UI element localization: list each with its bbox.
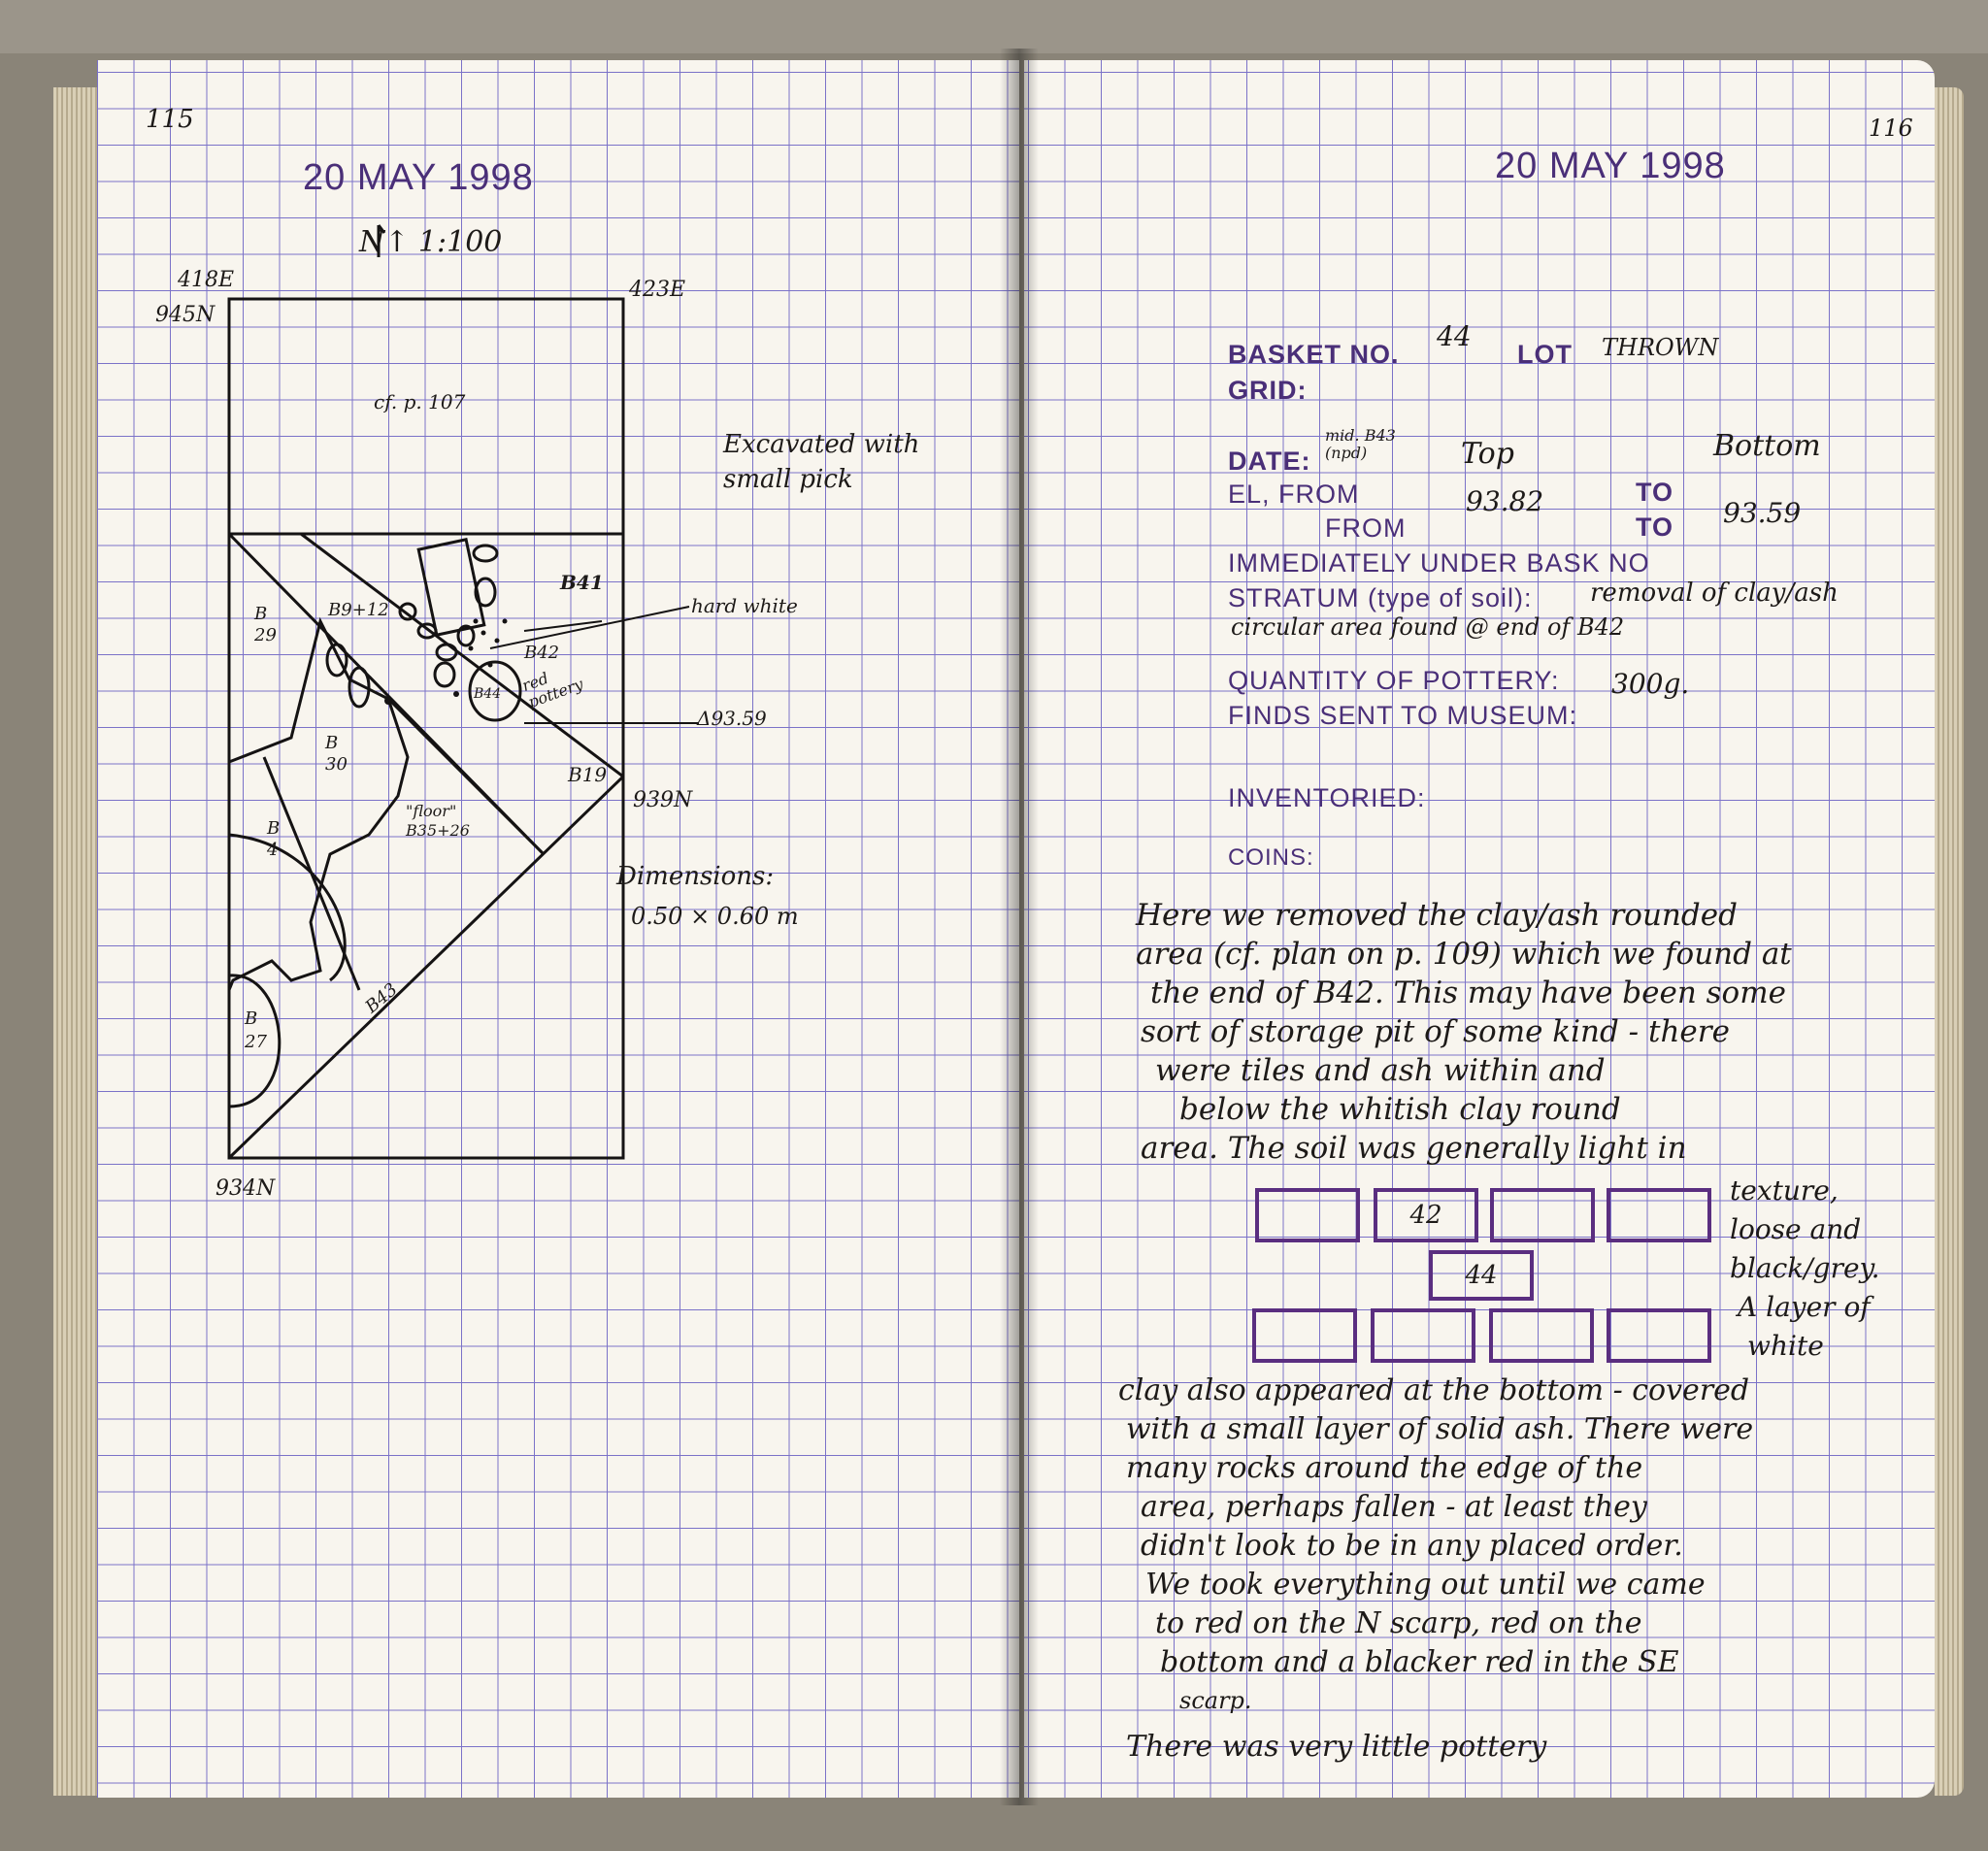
museum-label: FINDS SENT TO MUSEUM: xyxy=(1228,701,1578,730)
coord-mid-north: 939N xyxy=(633,788,693,812)
grid-box-r1c1 xyxy=(1255,1188,1360,1242)
label-elevation: Δ93.59 xyxy=(697,707,767,730)
north-arrow-scale: N↑ 1:100 xyxy=(359,225,503,259)
el-from-label: EL, FROM xyxy=(1228,479,1360,509)
trench-outline xyxy=(229,299,623,1158)
basket-value: 44 xyxy=(1437,320,1472,352)
note-line-4: sort of storage pit of some kind - there xyxy=(1141,1014,1730,1049)
coord-ne-east: 423E xyxy=(629,278,686,302)
note2-line-8: bottom and a blacker red in the SE xyxy=(1160,1645,1679,1679)
coord-nw-east: 418E xyxy=(178,268,235,292)
label-floor: "floor" B35+26 xyxy=(406,802,470,840)
grid-box-r3c1 xyxy=(1252,1308,1357,1363)
note2-line-1: clay also appeared at the bottom - covered xyxy=(1118,1373,1750,1407)
date-stamp-left: 20 MAY 1998 xyxy=(303,157,534,198)
grid-box-r3c4 xyxy=(1607,1308,1711,1363)
side-note-5: white xyxy=(1747,1330,1824,1362)
label-cf-page: cf. p. 107 xyxy=(374,390,466,413)
side-note-4: A layer of xyxy=(1738,1291,1871,1323)
label-b29: B 29 xyxy=(254,604,277,645)
dimensions-label: Dimensions: xyxy=(616,862,775,891)
dimensions-value: 0.50 × 0.60 m xyxy=(631,903,799,930)
from-label-2: FROM xyxy=(1325,513,1407,543)
side-note-2: loose and xyxy=(1730,1213,1862,1245)
stone-3 xyxy=(474,545,497,561)
label-b9-12: B9+12 xyxy=(328,600,389,620)
note-line-6: below the whitish clay round xyxy=(1179,1092,1621,1127)
pottery-value: 300g. xyxy=(1611,668,1690,700)
grid-box-44 xyxy=(1429,1250,1534,1301)
note-line-5: were tiles and ash within and xyxy=(1155,1053,1606,1088)
note2-line-10: There was very little pottery xyxy=(1126,1730,1547,1764)
stratum-label: STRATUM (type of soil): xyxy=(1228,583,1533,612)
label-b44: B44 xyxy=(474,686,502,702)
to-label-1: TO xyxy=(1636,478,1674,507)
basket-label: BASKET NO. xyxy=(1228,340,1400,369)
date-label: DATE: xyxy=(1228,446,1311,476)
lot-label: LOT xyxy=(1517,340,1573,369)
stone-9 xyxy=(435,663,454,686)
label-b30: B 30 xyxy=(325,733,348,775)
lot-value: THROWN xyxy=(1602,334,1719,361)
to-label-2: TO xyxy=(1636,512,1674,542)
el-to-value: 93.59 xyxy=(1723,497,1802,529)
grid-box-r3c3 xyxy=(1489,1308,1594,1363)
note-excavated: Excavated with small pick xyxy=(723,430,920,494)
note2-line-7: to red on the N scarp, red on the xyxy=(1155,1606,1642,1640)
stratum-value-2: circular area found @ end of B42 xyxy=(1231,613,1625,641)
grid-box-r1c4 xyxy=(1607,1188,1711,1242)
page-number-left: 115 xyxy=(146,105,194,134)
pottery-label: QUANTITY OF POTTERY: xyxy=(1228,666,1560,695)
stone-7 xyxy=(437,645,456,660)
grid-box-42-label: 42 xyxy=(1409,1201,1442,1230)
coins-label: COINS: xyxy=(1228,844,1314,871)
leader-hard-white xyxy=(490,607,689,648)
coord-nw-north: 945N xyxy=(155,303,215,327)
grid-box-44-label: 44 xyxy=(1465,1261,1498,1290)
note2-line-9: scarp. xyxy=(1179,1687,1252,1714)
label-b42: B42 xyxy=(524,643,560,663)
note-line-1: Here we removed the clay/ash rounded xyxy=(1136,898,1738,933)
note2-line-4: area, perhaps fallen - at least they xyxy=(1141,1490,1647,1524)
note2-line-5: didn't look to be in any placed order. xyxy=(1141,1529,1683,1563)
grid-box-r1c3 xyxy=(1490,1188,1595,1242)
stratum-value: removal of clay/ash xyxy=(1590,578,1839,608)
note-line-7: area. The soil was generally light in xyxy=(1141,1131,1687,1166)
label-hard-white: hard white xyxy=(691,594,798,617)
label-b19: B19 xyxy=(568,763,608,786)
b4-curve xyxy=(229,835,345,980)
page-number-right: 116 xyxy=(1869,115,1913,142)
el-from-value: 93.82 xyxy=(1466,485,1544,517)
top-label: Top xyxy=(1461,437,1514,471)
note2-line-3: many rocks around the edge of the xyxy=(1126,1451,1643,1485)
grid-label: GRID: xyxy=(1228,376,1308,405)
coord-sw-north: 934N xyxy=(215,1176,276,1201)
label-b43: B43 xyxy=(361,978,402,1018)
grid-box-42 xyxy=(1374,1188,1478,1242)
note-line-3: the end of B42. This may have been some xyxy=(1150,975,1786,1010)
grid-box-r3c2 xyxy=(1371,1308,1475,1363)
side-note-3: black/grey. xyxy=(1730,1252,1880,1284)
label-red-pottery: red pottery xyxy=(519,668,586,711)
stone-1 xyxy=(327,645,347,676)
feature-boundary xyxy=(229,621,408,990)
stone-6 xyxy=(418,624,436,638)
label-b4: B 4 xyxy=(267,818,281,860)
side-note-1: texture, xyxy=(1730,1174,1839,1206)
label-b41: B41 xyxy=(560,571,604,594)
inventoried-label: INVENTORIED: xyxy=(1228,783,1426,812)
date-stamp-right: 20 MAY 1998 xyxy=(1495,146,1726,186)
note2-line-2: with a small layer of solid ash. There were xyxy=(1126,1412,1754,1446)
immediately-under-label: IMMEDIATELY UNDER BASK NO xyxy=(1228,548,1650,578)
leader-b42 xyxy=(524,621,602,631)
bottom-label: Bottom xyxy=(1713,429,1821,463)
note2-line-6: We took everything out until we came xyxy=(1145,1568,1706,1602)
label-b27: B 27 xyxy=(245,1008,267,1052)
note-line-2: area (cf. plan on p. 109) which we found at xyxy=(1136,937,1792,972)
date-value: mid. B43 (npd) xyxy=(1325,426,1396,462)
